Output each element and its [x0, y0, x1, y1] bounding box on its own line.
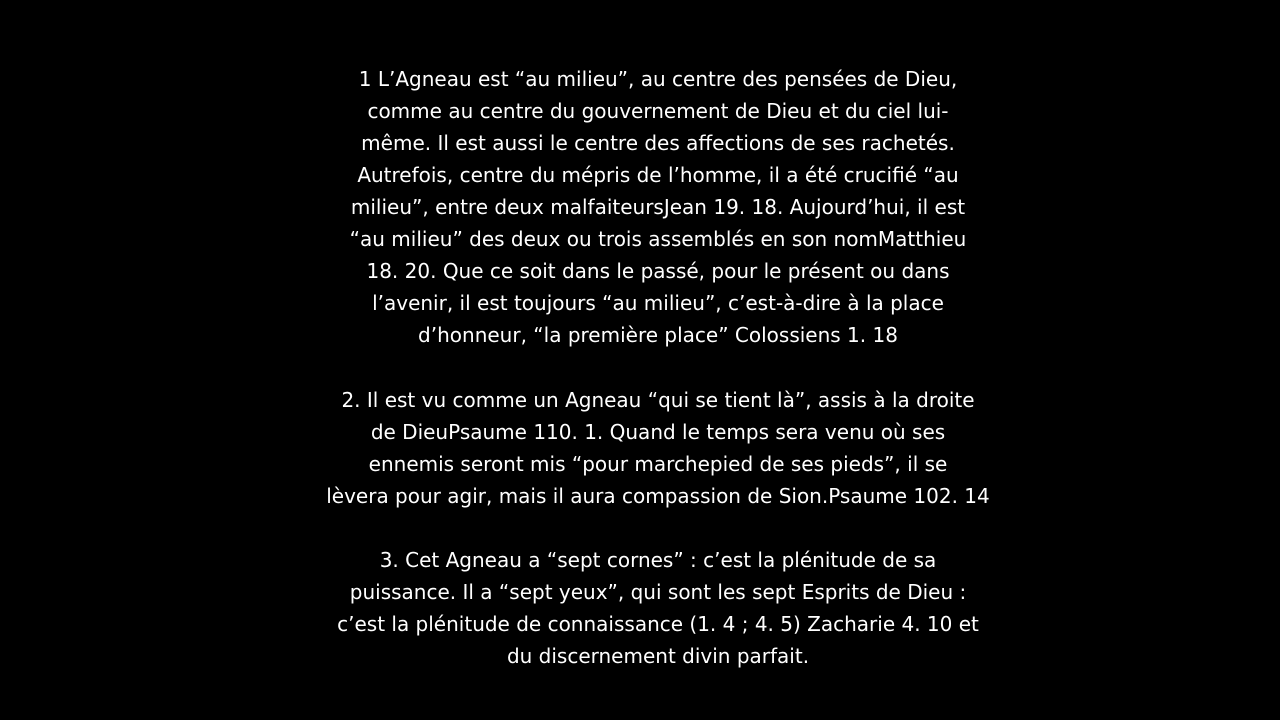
paragraph-3 [300, 544, 1016, 672]
paragraph-line: lèvera pour agir, mais il aura compassion de Sion.Psaume 102. 14 [326, 484, 990, 508]
paragraph-line: l’avenir, il est toujours “au milieu”, c’est-à-dire à la place [372, 291, 944, 315]
paragraph-1 [300, 63, 1016, 351]
paragraph-line: ennemis seront mis “pour marchepied de ses pieds”, il se [368, 452, 948, 476]
paragraph-line: même. Il est aussi le centre des affections de ses rachetés. [361, 131, 955, 155]
paragraph-line: c’est la plénitude de connaissance (1. 4 ; 4. 5) Zacharie 4. 10 et [337, 612, 979, 636]
paragraph-line: du discernement divin parfait. [506, 644, 810, 668]
paragraph-line: comme au centre du gouvernement de Dieu et du ciel lui- [367, 99, 949, 123]
paragraph-line: 3. Cet Agneau a “sept cornes” : c’est la plénitude de sa [379, 548, 937, 572]
paragraph-line: milieu”, entre deux malfaiteursJean 19. 18. Aujourd’hui, il est [350, 195, 966, 219]
paragraph-2 [300, 384, 1016, 512]
paragraph-line: d’honneur, “la première place” Colossiens 1. 18 [418, 323, 898, 347]
paragraph-line: Autrefois, centre du mépris de l’homme, il a été crucifié “au [357, 163, 959, 187]
paragraph-line: de DieuPsaume 110. 1. Quand le temps sera venu où ses [370, 420, 946, 444]
paragraph-line: 2. Il est vu comme un Agneau “qui se tient là”, assis à la droite [341, 388, 975, 412]
paragraph-line: puissance. Il a “sept yeux”, qui sont les sept Esprits de Dieu : [349, 580, 967, 604]
paragraph-line: “au milieu” des deux ou trois assemblés en son nomMatthieu [349, 227, 967, 251]
paragraph-line: 18. 20. Que ce soit dans le passé, pour le présent ou dans [366, 259, 950, 283]
paragraph-line: 1 L’Agneau est “au milieu”, au centre des pensées de Dieu, [358, 67, 958, 91]
